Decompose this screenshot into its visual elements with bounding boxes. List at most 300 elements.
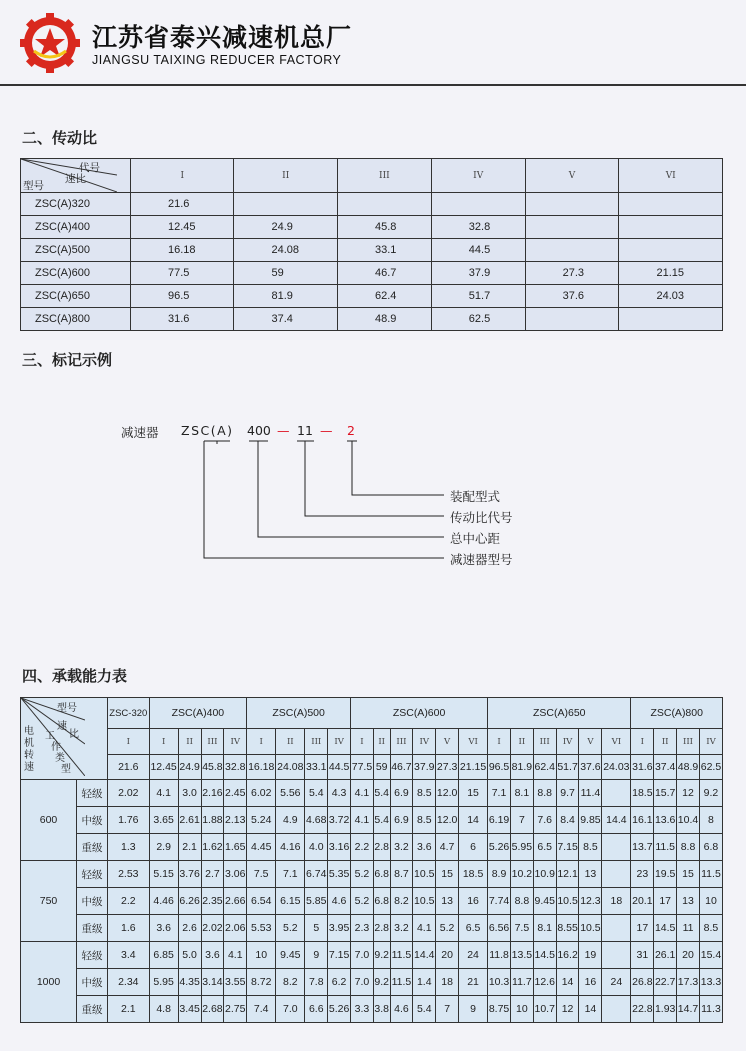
ratio-value-cell: 77.5 — [131, 262, 234, 285]
capacity-value-cell: 6.02 — [247, 780, 276, 807]
capacity-model-header: ZSC(A)500 — [247, 698, 351, 729]
capacity-value-cell: 8.75 — [488, 996, 511, 1023]
capacity-ratio-value: 46.7 — [390, 755, 413, 780]
capacity-value-cell: 5.26 — [328, 996, 351, 1023]
capacity-value-cell: 17.3 — [677, 969, 700, 996]
ratio-value-cell: 48.9 — [337, 308, 431, 331]
capacity-value-cell: 26.8 — [631, 969, 654, 996]
capacity-ratio-value: 37.4 — [654, 755, 677, 780]
marking-label-assembly: 装配型式 — [450, 489, 501, 504]
capacity-ratio-code: I — [488, 729, 511, 755]
capacity-value-cell: 13.6 — [654, 807, 677, 834]
ratio-col-header: V — [525, 159, 619, 193]
capacity-value-cell: 4.35 — [178, 969, 201, 996]
capacity-value-cell: 7.0 — [276, 996, 305, 1023]
capacity-value-cell: 5.15 — [149, 861, 178, 888]
capacity-value-cell: 18.5 — [631, 780, 654, 807]
capacity-value-cell: 4.3 — [328, 780, 351, 807]
capacity-value-cell: 2.8 — [373, 915, 390, 942]
capacity-value-cell: 3.45 — [178, 996, 201, 1023]
capacity-value-cell: 2.7 — [201, 861, 224, 888]
capacity-value-cell: 8.72 — [247, 969, 276, 996]
capacity-ratio-value: 24.9 — [178, 755, 201, 780]
capacity-value-cell: 4.45 — [247, 834, 276, 861]
capacity-value-cell: 4.9 — [276, 807, 305, 834]
marking-label-model: 减速器型号 — [450, 552, 513, 567]
capacity-value-cell: 17 — [654, 888, 677, 915]
capacity-ratio-code: IV — [413, 729, 436, 755]
ratio-value-cell: 37.6 — [525, 285, 619, 308]
capacity-value-cell: 6.2 — [328, 969, 351, 996]
ratio-value-cell: 37.4 — [234, 308, 337, 331]
capacity-value-cell: 2.1 — [108, 996, 150, 1023]
capacity-value-cell: 9.2 — [699, 780, 722, 807]
capacity-value-cell: 9.2 — [373, 969, 390, 996]
capacity-value-cell: 2.8 — [373, 834, 390, 861]
capacity-value-cell: 10 — [247, 942, 276, 969]
capacity-value-cell: 1.65 — [224, 834, 247, 861]
capacity-ratio-code: II — [654, 729, 677, 755]
capacity-value-cell: 8.4 — [556, 807, 579, 834]
corner-type-a: 类 — [55, 753, 65, 764]
capacity-ratio-code: IV — [328, 729, 351, 755]
corner-ratio-label: 速比 — [65, 173, 86, 185]
capacity-ratio-value: 48.9 — [677, 755, 700, 780]
capacity-value-cell: 8.5 — [413, 807, 436, 834]
capacity-data-row — [21, 861, 723, 888]
capacity-value-cell: 4.68 — [305, 807, 328, 834]
capacity-ratio-value: 12.45 — [149, 755, 178, 780]
load-type-cell: 轻级 — [77, 780, 108, 807]
ratio-value-cell: 32.8 — [431, 216, 525, 239]
capacity-value-cell: 2.02 — [108, 780, 150, 807]
capacity-data-row — [21, 942, 723, 969]
capacity-value-cell: 7.1 — [276, 861, 305, 888]
load-type-cell: 中级 — [77, 969, 108, 996]
capacity-value-cell: 8 — [699, 807, 722, 834]
section-title-capacity: 四、承载能力表 — [22, 667, 128, 685]
capacity-value-cell: 3.76 — [178, 861, 201, 888]
capacity-value-cell: 3.4 — [108, 942, 150, 969]
capacity-ratio-code: IV — [556, 729, 579, 755]
capacity-value-cell: 5.85 — [305, 888, 328, 915]
capacity-value-cell: 6.85 — [149, 942, 178, 969]
capacity-value-cell: 4.1 — [351, 780, 374, 807]
capacity-ratio-code: II — [276, 729, 305, 755]
capacity-data-row — [21, 915, 723, 942]
capacity-value-cell: 5.4 — [305, 780, 328, 807]
capacity-value-cell: 1.62 — [201, 834, 224, 861]
ratio-model-cell: ZSC(A)650 — [21, 285, 131, 308]
capacity-value-cell: 2.6 — [178, 915, 201, 942]
capacity-value-cell: 12.6 — [533, 969, 556, 996]
capacity-value-cell: 15.7 — [654, 780, 677, 807]
capacity-ratio-code-row — [21, 729, 723, 755]
capacity-value-cell: 8.55 — [556, 915, 579, 942]
load-type-cell: 重级 — [77, 834, 108, 861]
capacity-value-cell: 16.2 — [556, 942, 579, 969]
capacity-ratio-code: V — [579, 729, 602, 755]
capacity-ratio-code: IV — [224, 729, 247, 755]
capacity-value-cell: 31 — [631, 942, 654, 969]
capacity-value-cell: 14.5 — [654, 915, 677, 942]
capacity-value-cell: 12 — [677, 780, 700, 807]
capacity-value-cell: 15.4 — [699, 942, 722, 969]
capacity-value-cell: 21 — [459, 969, 488, 996]
capacity-value-cell: 3.06 — [224, 861, 247, 888]
capacity-value-cell: 9.85 — [579, 807, 602, 834]
capacity-value-cell: 9.45 — [276, 942, 305, 969]
capacity-value-cell: 4.16 — [276, 834, 305, 861]
capacity-value-cell: 19 — [579, 942, 602, 969]
ratio-model-cell: ZSC(A)320 — [21, 193, 131, 216]
capacity-value-cell: 8.7 — [390, 861, 413, 888]
capacity-value-cell: 2.66 — [224, 888, 247, 915]
capacity-value-cell: 2.45 — [224, 780, 247, 807]
capacity-value-cell: 12.1 — [556, 861, 579, 888]
load-type-cell: 中级 — [77, 888, 108, 915]
capacity-value-cell: 11.8 — [488, 942, 511, 969]
capacity-value-cell: 20 — [677, 942, 700, 969]
corner-motor-speed: 电机转速 — [24, 726, 34, 773]
capacity-value-cell: 8.1 — [533, 915, 556, 942]
capacity-value-cell: 1.88 — [201, 807, 224, 834]
capacity-value-cell: 10.9 — [533, 861, 556, 888]
capacity-value-cell: 2.02 — [201, 915, 224, 942]
capacity-value-cell: 5.95 — [149, 969, 178, 996]
capacity-value-cell: 20 — [436, 942, 459, 969]
capacity-value-cell: 4.8 — [149, 996, 178, 1023]
ratio-model-cell: ZSC(A)800 — [21, 308, 131, 331]
capacity-value-cell: 6.9 — [390, 780, 413, 807]
capacity-value-cell: 2.2 — [108, 888, 150, 915]
capacity-data-row — [21, 888, 723, 915]
capacity-value-cell: 4.46 — [149, 888, 178, 915]
motor-speed-cell: 600 — [21, 780, 77, 861]
capacity-value-cell: 14.5 — [533, 942, 556, 969]
capacity-value-cell: 8.1 — [510, 780, 533, 807]
corner-type-b: 型 — [61, 764, 71, 775]
capacity-value-cell: 1.93 — [654, 996, 677, 1023]
capacity-ratio-value: 96.5 — [488, 755, 511, 780]
capacity-value-cell: 5.4 — [373, 807, 390, 834]
load-type-cell: 轻级 — [77, 942, 108, 969]
capacity-value-cell: 17 — [631, 915, 654, 942]
capacity-value-cell: 15 — [436, 861, 459, 888]
ratio-value-cell: 51.7 — [431, 285, 525, 308]
capacity-value-cell: 10.2 — [510, 861, 533, 888]
corner-model-label: 型号 — [23, 180, 44, 192]
capacity-data-row — [21, 996, 723, 1023]
capacity-value-cell: 13.5 — [510, 942, 533, 969]
capacity-ratio-code: I — [247, 729, 276, 755]
ratio-model-cell: ZSC(A)500 — [21, 239, 131, 262]
capacity-value-cell: 2.13 — [224, 807, 247, 834]
capacity-value-cell: 5.95 — [510, 834, 533, 861]
motor-speed-cell: 750 — [21, 861, 77, 942]
capacity-ratio-code: II — [373, 729, 390, 755]
capacity-value-cell: 7.0 — [351, 969, 374, 996]
corner-code-label: 代号 — [79, 162, 100, 174]
capacity-value-cell: 7.74 — [488, 888, 511, 915]
capacity-ratio-value: 24.08 — [276, 755, 305, 780]
ratio-value-cell: 59 — [234, 262, 337, 285]
capacity-value-cell: 14 — [459, 807, 488, 834]
capacity-value-cell: 6.54 — [247, 888, 276, 915]
load-type-cell: 重级 — [77, 915, 108, 942]
corner-model: 型号 — [57, 703, 77, 714]
capacity-value-cell: 9.2 — [373, 942, 390, 969]
capacity-value-cell: 2.34 — [108, 969, 150, 996]
corner-speed-a: 速 — [57, 721, 67, 732]
capacity-value-cell: 11.5 — [390, 942, 413, 969]
capacity-data-row — [21, 780, 723, 807]
capacity-value-cell: 8.2 — [390, 888, 413, 915]
capacity-value-cell: 4.1 — [351, 807, 374, 834]
capacity-ratio-value: 37.9 — [413, 755, 436, 780]
ratio-col-header: IV — [431, 159, 525, 193]
capacity-value-cell — [602, 915, 631, 942]
capacity-value-cell: 23 — [631, 861, 654, 888]
capacity-value-cell: 5.2 — [436, 915, 459, 942]
capacity-value-cell: 7 — [436, 996, 459, 1023]
capacity-ratio-value: 62.5 — [699, 755, 722, 780]
capacity-value-cell: 15 — [677, 861, 700, 888]
capacity-ratio-value: 37.6 — [579, 755, 602, 780]
capacity-ratio-value: 33.1 — [305, 755, 328, 780]
capacity-value-cell — [602, 942, 631, 969]
capacity-value-cell: 13 — [436, 888, 459, 915]
capacity-value-cell: 8.8 — [510, 888, 533, 915]
capacity-value-cell: 24 — [459, 942, 488, 969]
ratio-value-cell: 96.5 — [131, 285, 234, 308]
marking-ratio-code: 11 — [297, 423, 313, 438]
capacity-value-cell: 5.0 — [178, 942, 201, 969]
capacity-ratio-value: 81.9 — [510, 755, 533, 780]
capacity-value-cell: 7.15 — [328, 942, 351, 969]
ratio-col-header: II — [234, 159, 337, 193]
ratio-value-cell: 33.1 — [337, 239, 431, 262]
capacity-value-cell: 9.45 — [533, 888, 556, 915]
capacity-value-cell: 2.53 — [108, 861, 150, 888]
ratio-value-cell: 12.45 — [131, 216, 234, 239]
capacity-value-cell: 4.1 — [413, 915, 436, 942]
capacity-ratio-code: V — [436, 729, 459, 755]
capacity-value-cell: 3.72 — [328, 807, 351, 834]
capacity-ratio-code: III — [201, 729, 224, 755]
capacity-value-cell: 8.8 — [677, 834, 700, 861]
capacity-value-cell: 5.35 — [328, 861, 351, 888]
ratio-value-cell: 44.5 — [431, 239, 525, 262]
capacity-ratio-value: 24.03 — [602, 755, 631, 780]
capacity-ratio-code: IV — [699, 729, 722, 755]
capacity-model-header: ZSC(A)400 — [149, 698, 247, 729]
load-type-cell: 轻级 — [77, 861, 108, 888]
capacity-value-cell: 3.16 — [328, 834, 351, 861]
capacity-value-cell: 2.2 — [351, 834, 374, 861]
capacity-value-cell: 6.5 — [459, 915, 488, 942]
capacity-value-cell: 11.5 — [390, 969, 413, 996]
capacity-value-cell: 13.3 — [699, 969, 722, 996]
capacity-value-cell: 2.68 — [201, 996, 224, 1023]
capacity-value-cell: 3.55 — [224, 969, 247, 996]
capacity-value-cell: 6.19 — [488, 807, 511, 834]
ratio-value-cell: 24.9 — [234, 216, 337, 239]
capacity-value-cell: 10.5 — [413, 888, 436, 915]
capacity-value-cell: 18 — [436, 969, 459, 996]
capacity-value-cell: 14 — [579, 996, 602, 1023]
capacity-value-cell: 10 — [510, 996, 533, 1023]
capacity-value-cell: 6.26 — [178, 888, 201, 915]
capacity-value-cell: 1.76 — [108, 807, 150, 834]
capacity-value-cell: 14.4 — [602, 807, 631, 834]
capacity-value-cell: 4.0 — [305, 834, 328, 861]
capacity-value-cell: 5.2 — [351, 861, 374, 888]
ratio-value-cell: 46.7 — [337, 262, 431, 285]
marking-label-distance: 总中心距 — [450, 531, 501, 546]
capacity-value-cell: 9 — [305, 942, 328, 969]
capacity-value-cell: 7.1 — [488, 780, 511, 807]
capacity-value-cell: 11.7 — [510, 969, 533, 996]
capacity-value-cell: 3.0 — [178, 780, 201, 807]
capacity-value-cell — [602, 780, 631, 807]
capacity-value-cell: 4.1 — [224, 942, 247, 969]
capacity-ratio-value: 77.5 — [351, 755, 374, 780]
capacity-value-cell: 1.3 — [108, 834, 150, 861]
capacity-value-cell: 6 — [459, 834, 488, 861]
capacity-value-cell: 4.6 — [328, 888, 351, 915]
corner-speed-b: 比 — [69, 729, 79, 740]
capacity-value-cell: 3.2 — [390, 834, 413, 861]
capacity-value-cell: 10.5 — [556, 888, 579, 915]
capacity-ratio-code: II — [510, 729, 533, 755]
ratio-value-cell: 31.6 — [131, 308, 234, 331]
capacity-value-cell: 24 — [602, 969, 631, 996]
capacity-value-cell: 18.5 — [459, 861, 488, 888]
capacity-model-header: ZSC-320 — [108, 698, 150, 729]
capacity-ratio-value: 44.5 — [328, 755, 351, 780]
section-title-marking: 三、标记示例 — [22, 351, 113, 369]
marking-model-code: ZSC(A) — [181, 423, 234, 438]
marking-distance-code: 400 — [247, 423, 271, 438]
capacity-value-cell: 19.5 — [654, 861, 677, 888]
capacity-value-cell: 7.8 — [305, 969, 328, 996]
capacity-value-cell: 11.5 — [699, 861, 722, 888]
capacity-value-cell: 8.2 — [276, 969, 305, 996]
capacity-model-header: ZSC(A)650 — [488, 698, 631, 729]
ratio-value-cell: 24.08 — [234, 239, 337, 262]
capacity-model-header: ZSC(A)600 — [351, 698, 488, 729]
capacity-value-cell: 4.7 — [436, 834, 459, 861]
capacity-value-cell: 6.8 — [373, 861, 390, 888]
capacity-value-cell: 2.3 — [351, 915, 374, 942]
capacity-ratio-value: 32.8 — [224, 755, 247, 780]
capacity-value-cell: 3.2 — [390, 915, 413, 942]
capacity-value-cell: 1.4 — [413, 969, 436, 996]
capacity-value-cell: 11 — [677, 915, 700, 942]
capacity-value-cell: 10 — [699, 888, 722, 915]
capacity-value-cell: 7 — [510, 807, 533, 834]
capacity-value-cell: 11.4 — [579, 780, 602, 807]
capacity-value-cell: 8.5 — [413, 780, 436, 807]
marking-assembly-code: 2 — [347, 423, 355, 438]
capacity-data-row — [21, 807, 723, 834]
capacity-ratio-code: III — [677, 729, 700, 755]
capacity-value-cell: 16 — [459, 888, 488, 915]
load-type-cell: 重级 — [77, 996, 108, 1023]
capacity-value-cell: 3.8 — [373, 996, 390, 1023]
capacity-ratio-code: I — [108, 729, 150, 755]
capacity-value-cell: 2.1 — [178, 834, 201, 861]
capacity-value-cell — [602, 834, 631, 861]
capacity-ratio-code: I — [149, 729, 178, 755]
capacity-value-cell: 3.95 — [328, 915, 351, 942]
capacity-value-cell: 13.7 — [631, 834, 654, 861]
capacity-value-cell: 12.3 — [579, 888, 602, 915]
capacity-ratio-value: 21.15 — [459, 755, 488, 780]
capacity-value-cell: 13 — [579, 861, 602, 888]
capacity-value-cell: 10.4 — [677, 807, 700, 834]
capacity-value-cell: 2.61 — [178, 807, 201, 834]
capacity-value-cell: 10.5 — [413, 861, 436, 888]
capacity-value-cell: 8.5 — [579, 834, 602, 861]
capacity-value-cell: 7.6 — [533, 807, 556, 834]
capacity-value-cell: 22.8 — [631, 996, 654, 1023]
ratio-value-cell: 21.6 — [131, 193, 234, 216]
section-title-ratio: 二、传动比 — [22, 129, 98, 147]
capacity-ratio-value: 21.6 — [108, 755, 150, 780]
capacity-ratio-value: 59 — [373, 755, 390, 780]
capacity-value-cell: 16 — [579, 969, 602, 996]
capacity-value-cell: 12.0 — [436, 807, 459, 834]
capacity-value-cell: 10.5 — [579, 915, 602, 942]
capacity-value-cell: 5 — [305, 915, 328, 942]
company-name-cn: 江苏省泰兴减速机总厂 — [92, 23, 353, 52]
capacity-value-cell: 22.7 — [654, 969, 677, 996]
corner-work-a: 工 — [45, 731, 55, 742]
capacity-value-cell: 8.8 — [533, 780, 556, 807]
corner-work-b: 作 — [51, 742, 61, 753]
ratio-value-cell: 81.9 — [234, 285, 337, 308]
capacity-value-cell: 7.4 — [247, 996, 276, 1023]
ratio-value-cell: 37.9 — [431, 262, 525, 285]
capacity-value-cell: 7.5 — [247, 861, 276, 888]
capacity-value-cell: 6.74 — [305, 861, 328, 888]
ratio-value-cell: 62.5 — [431, 308, 525, 331]
capacity-value-cell: 9 — [459, 996, 488, 1023]
capacity-value-cell: 6.6 — [305, 996, 328, 1023]
capacity-value-cell: 4.6 — [390, 996, 413, 1023]
capacity-value-cell: 14.7 — [677, 996, 700, 1023]
capacity-value-cell: 7.5 — [510, 915, 533, 942]
capacity-ratio-value: 62.4 — [533, 755, 556, 780]
capacity-value-cell: 5.4 — [373, 780, 390, 807]
capacity-value-cell: 1.6 — [108, 915, 150, 942]
capacity-value-cell: 12 — [556, 996, 579, 1023]
marking-dash: — — [277, 423, 290, 438]
ratio-model-cell: ZSC(A)400 — [21, 216, 131, 239]
ratio-value-cell: 27.3 — [525, 262, 619, 285]
ratio-col-header: I — [131, 159, 234, 193]
capacity-value-cell: 5.26 — [488, 834, 511, 861]
company-name-en: JIANGSU TAIXING REDUCER FACTORY — [92, 53, 342, 67]
capacity-model-header: ZSC(A)800 — [631, 698, 723, 729]
capacity-value-cell: 3.3 — [351, 996, 374, 1023]
capacity-value-cell: 2.75 — [224, 996, 247, 1023]
capacity-value-cell: 16.1 — [631, 807, 654, 834]
capacity-value-cell: 5.4 — [413, 996, 436, 1023]
capacity-value-cell: 6.15 — [276, 888, 305, 915]
